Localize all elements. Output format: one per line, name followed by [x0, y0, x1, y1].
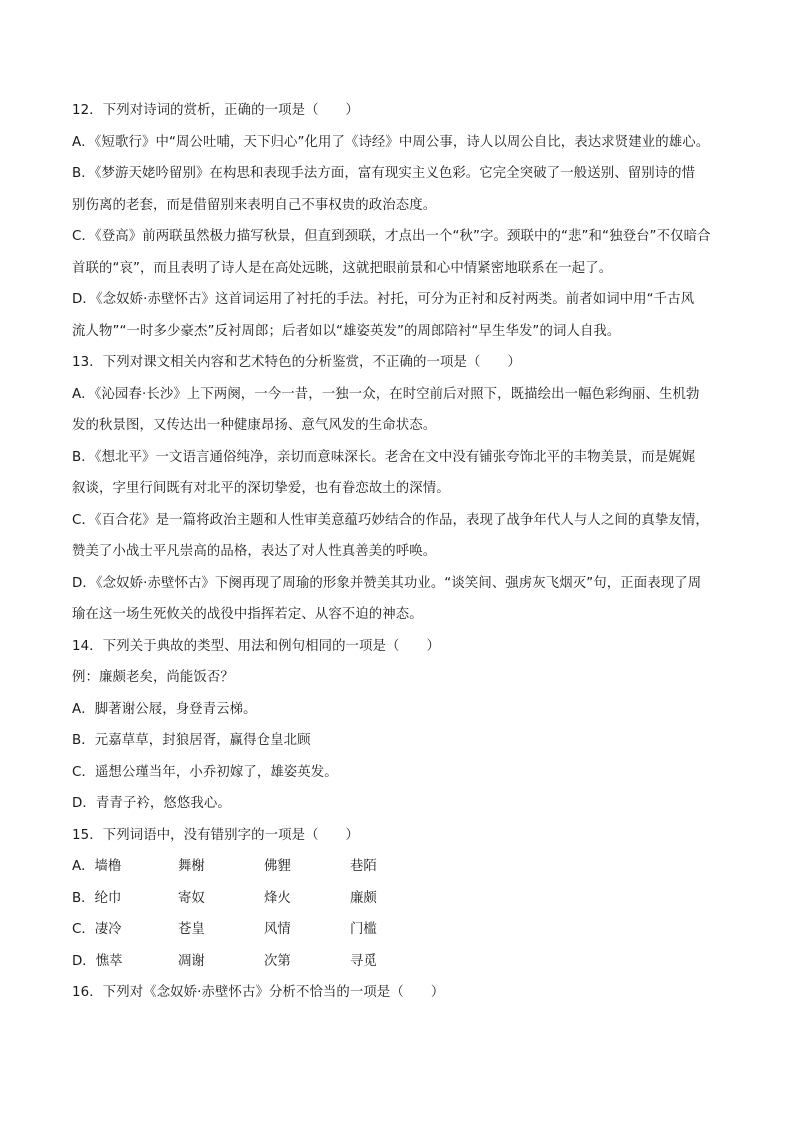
- q13-option-d-line1: D．《念奴娇·赤壁怀古》下阕再现了周瑜的形象并赞美其功业。“谈笑间、强虏灰飞烟灭”句，正面表现了周: [72, 575, 702, 591]
- q15-option-a-word: 巷陌: [350, 859, 377, 874]
- q12-option-a: A．《短歌行》中“周公吐哺，天下归心”化用了《诗经》中周公事，诗人以周公自比，表达求贤建业的雄心。: [72, 134, 710, 150]
- q15-option-b-word: 廉颇: [350, 890, 377, 906]
- q15-option-d: [72, 951, 732, 972]
- q15-option-c-label: C．凄冷: [72, 922, 122, 937]
- q14-option-b: B．元嘉草草，封狼居胥，赢得仓皇北顾: [72, 733, 311, 748]
- q15-option-b: [72, 888, 732, 909]
- document-content: [72, 100, 732, 1014]
- q15-option-d-word: 次第: [264, 953, 291, 969]
- q14-option-a: A．脚著谢公屐，身登青云梯。: [72, 701, 257, 717]
- q15-option-c-word: 苍皇: [178, 922, 205, 937]
- q15-option-b-word: 寄奴: [178, 890, 205, 906]
- q13-stem: 13．下列对课文相关内容和艺术特色的分析鉴赏，不正确的一项是（ ）: [72, 355, 521, 370]
- q15-option-b-label: B．纶巾: [72, 890, 122, 906]
- q12-option-c-line2: 首联的“哀”，而且表明了诗人是在高处远眺，这就把眼前景和心中情紧密地联系在一起了。: [72, 260, 613, 276]
- q15-option-d-label: D．憔萃: [72, 953, 123, 969]
- q15-option-b-word: 烽火: [264, 890, 291, 906]
- q16-stem: 16．下列对《念奴娇·赤壁怀古》分析不恰当的一项是（ ）: [72, 985, 445, 1000]
- q13-option-d-line2: 瑜在这一场生死攸关的战役中指挥若定、从容不迫的神态。: [72, 607, 423, 622]
- q15-option-a-label: A．墙橹: [72, 859, 122, 874]
- q14-stem: 14．下列关于典故的类型、用法和例句相同的一项是（ ）: [72, 638, 440, 654]
- q13-option-c-line1: C．《百合花》是一篇将政治主题和人性审美意蕴巧妙结合的作品，表现了战争年代人与人之间的真挚友情，: [72, 512, 709, 528]
- q15-option-d-word: 寻觅: [350, 953, 377, 969]
- q13-option-b-line2: 叙谈，字里行间既有对北平的深切挚爱，也有眷恋故土的深情。: [72, 481, 450, 496]
- q13-option-a-line1: A．《沁园春·长沙》上下两阕，一今一昔，一独一众，在时空前后对照下，既描绘出一幅色彩绚丽、生机勃: [72, 386, 700, 402]
- q12-stem: 12．下列对诗词的赏析，正确的一项是（ ）: [72, 103, 360, 118]
- q15-option-a-word: 佛貍: [264, 859, 291, 874]
- q15-option-c-word: 门槛: [350, 922, 377, 937]
- q15-option-c-word: 风情: [264, 922, 291, 937]
- q14-example: 例：廉颇老矣，尚能饭否？: [72, 670, 234, 685]
- q12-option-d-line1: D．《念奴娇·赤壁怀古》这首词运用了衬托的手法。衬托，可分为正衬和反衬两类。前者如词中用“千古风: [72, 292, 695, 307]
- q12-option-d-line2: 流人物”“一时多少豪杰”反衬周郎；后者如以“雄姿英发”的周郎陪衬“早生华发”的词人自我。: [72, 323, 621, 339]
- q15-option-a-word: 舞榭: [178, 859, 205, 874]
- q14-option-c: C．遥想公瑾当年，小乔初嫁了，雄姿英发。: [72, 764, 338, 780]
- q15-stem: 15．下列词语中，没有错别字的一项是（ ）: [72, 827, 360, 843]
- q12-option-b-line2: 别伤离的老套，而是借留别来表明自己不事权贵的政治态度。: [72, 197, 437, 213]
- q12-option-b-line1: B．《梦游天姥吟留别》在构思和表现手法方面，富有现实主义色彩。它完全突破了一般送别、留别诗的惜: [72, 166, 696, 181]
- q12-option-c-line1: C．《登高》前两联虽然极力描写秋景，但直到颈联，才点出一个“秋”字。颈联中的“悲”和“独登台”不仅暗合: [72, 229, 711, 244]
- q13-option-a-line2: 发的秋景图，又传达出一种健康昂扬、意气风发的生命状态。: [72, 418, 437, 433]
- q13-option-b-line1: B．《想北平》一文语言通俗纯净，亲切而意味深长。老舍在文中没有铺张夸饰北平的丰物美景，而是娓娓: [72, 449, 696, 465]
- q15-option-a: [72, 856, 732, 877]
- q15-option-d-word: 凋谢: [178, 953, 205, 969]
- q13-option-c-line2: 赞美了小战士平凡崇高的品格，表达了对人性真善美的呼唤。: [72, 544, 437, 559]
- q14-option-d: D．青青子衿，悠悠我心。: [72, 796, 231, 811]
- q15-option-c: [72, 919, 732, 940]
